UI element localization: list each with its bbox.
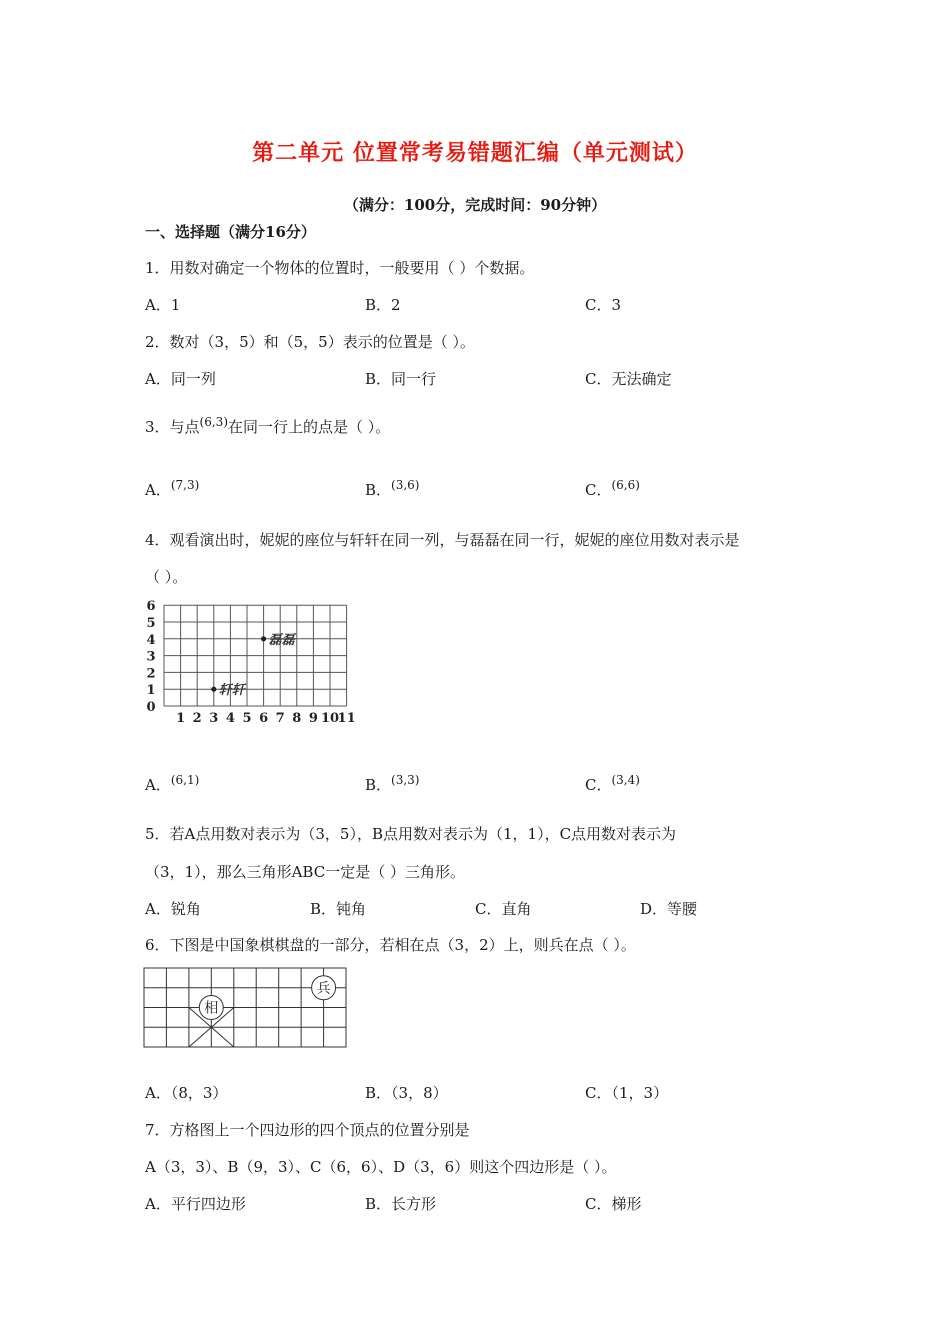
q7-option-a: A．平行四边形 [145, 1195, 246, 1213]
q3-option-a [145, 479, 199, 500]
chess-board-figure [140, 965, 352, 1051]
q5-option-d: D．等腰 [640, 900, 698, 918]
piece-xiang-label: 相 [204, 1000, 219, 1017]
x-tick-label: 1 [176, 711, 186, 726]
section-heading-choice: 一、选择题（满分16分） [145, 223, 316, 241]
q3-option-c-value: (6,6) [611, 478, 640, 492]
y-tick-label: 6 [146, 599, 156, 615]
q4-option-c-label: C． [585, 776, 612, 794]
seat-point [211, 687, 216, 692]
q4-option-b-value: (3,3) [391, 773, 420, 787]
seat-point-label: 磊磊 [268, 632, 295, 648]
q6-option-c: C．（1，3） [585, 1084, 669, 1102]
y-tick-label: 2 [146, 666, 156, 682]
question-7-stem-line2: A（3，3）、B（9，3）、C（6，6）、D（3，6）则这个四边形是（ ）。 [145, 1158, 617, 1176]
q3-option-a-label: A． [145, 481, 171, 499]
x-tick-label: 3 [209, 711, 219, 726]
x-tick-label: 6 [259, 711, 269, 726]
q5-option-c: C．直角 [475, 900, 532, 918]
question-2-stem: 2．数对（3，5）和（5，5）表示的位置是（ ）。 [145, 333, 475, 351]
question-4-stem-line2: （ ）。 [145, 568, 188, 586]
x-tick-label: 10 [320, 711, 340, 726]
x-tick-label: 11 [337, 711, 356, 726]
x-tick-label: 9 [308, 711, 318, 726]
question-1-stem: 1．用数对确定一个物体的位置时，一般要用（ ）个数据。 [145, 259, 535, 277]
x-tick-label: 4 [225, 711, 235, 726]
q4-option-a-label: A． [145, 776, 171, 794]
q3-option-a-value: (7,3) [170, 478, 200, 492]
q4-option-b [365, 774, 419, 795]
q1-option-b: B．2 [365, 296, 401, 314]
q6-option-a: A．（8，3） [145, 1084, 228, 1102]
seat-point [261, 636, 266, 641]
y-tick-label: 5 [146, 616, 156, 631]
q7-option-c: C．梯形 [585, 1195, 642, 1213]
q2-option-a: A．同一列 [145, 370, 216, 388]
x-tick-label: 7 [275, 711, 285, 726]
seat-point-label: 轩轩 [218, 683, 245, 699]
q3-option-b [365, 479, 419, 500]
page-title: 第二单元 位置常考易错题汇编（单元测试） [252, 141, 698, 166]
question-7-stem-line1: 7．方格图上一个四边形的四个顶点的位置分别是 [145, 1121, 470, 1139]
q2-option-b: B．同一行 [365, 370, 437, 388]
seat-grid [146, 599, 355, 726]
q3-point: (6,3) [199, 415, 228, 429]
q3-option-c [585, 479, 640, 500]
q4-option-c [585, 774, 640, 795]
q5-option-b: B．钝角 [310, 900, 367, 918]
question-4-stem-line1: 4．观看演出时，妮妮的座位与轩轩在同一列，与磊磊在同一行，妮妮的座位用数对表示是 [145, 531, 740, 549]
q4-option-a [145, 774, 199, 795]
piece-bing-label: 兵 [316, 980, 331, 997]
seat-grid-figure [140, 596, 370, 726]
piece-xiang [199, 996, 223, 1020]
question-3-stem [145, 416, 390, 437]
q6-option-b: B．（3，8） [365, 1084, 448, 1102]
x-tick-label: 2 [192, 711, 202, 726]
score-time-note: （满分：100分，完成时间：90分钟） [343, 196, 607, 214]
q7-option-b: B．长方形 [365, 1195, 437, 1213]
q3-option-c-label: C． [585, 481, 612, 499]
piece-bing [312, 976, 336, 1000]
q1-option-c: C．3 [585, 296, 622, 314]
q4-option-c-value: (3,4) [611, 773, 640, 787]
q1-option-a: A．1 [145, 296, 181, 314]
question-5-stem-line1: 5．若A点用数对表示为（3，5），B点用数对表示为（1，1），C点用数对表示为 [145, 825, 677, 843]
q3-option-b-label: B． [365, 481, 392, 499]
y-tick-label: 3 [146, 649, 156, 665]
q3-stem-pre: 3．与点 [145, 418, 200, 436]
y-tick-label: 1 [146, 683, 156, 699]
question-5-stem-line2: （3，1），那么三角形ABC一定是（ ）三角形。 [145, 863, 465, 881]
question-6-stem: 6．下图是中国象棋棋盘的一部分，若相在点（3，2）上，则兵在点（ ）。 [145, 936, 636, 954]
y-tick-label: 4 [146, 632, 156, 648]
x-tick-label: 5 [242, 711, 252, 726]
q5-option-a: A．锐角 [145, 900, 201, 918]
q3-option-b-value: (3,6) [391, 478, 420, 492]
y-tick-label: 0 [146, 700, 156, 715]
x-tick-label: 8 [292, 711, 302, 726]
q3-stem-post: 在同一行上的点是（ ）。 [228, 418, 391, 436]
q4-option-a-value: (6,1) [170, 773, 200, 787]
q2-option-c: C．无法确定 [585, 370, 672, 388]
q4-option-b-label: B． [365, 776, 392, 794]
